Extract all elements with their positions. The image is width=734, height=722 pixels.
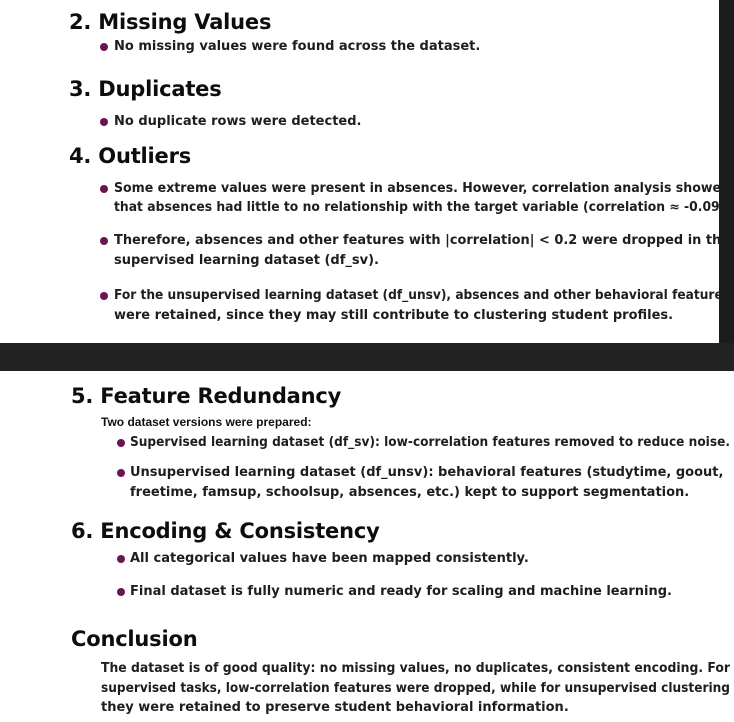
encoding-bullet-1: All categorical values have been mapped consistently. — [130, 551, 529, 566]
outliers-bullet-3-line-2: were retained, since they may still contribute to clustering student profiles. — [114, 308, 674, 323]
bullet-dot — [100, 237, 108, 245]
heading-duplicates: 3. Duplicates — [69, 77, 222, 101]
missing-values-text: No missing values were found across the dataset. — [114, 39, 481, 54]
bullet-dot — [100, 292, 108, 300]
redundancy-note: Two dataset versions were prepared: — [101, 415, 312, 429]
outliers-bullet-1-line-1: Some extreme values were present in absences. However, correlation analysis showed — [114, 181, 730, 196]
bullet-dot — [117, 588, 125, 596]
slide-divider-band — [0, 343, 734, 371]
conclusion-line-1: The dataset is of good quality: no missing values, no duplicates, consistent encoding. For — [101, 661, 730, 676]
duplicates-text: No duplicate rows were detected. — [114, 114, 362, 129]
bullet-dot — [117, 469, 125, 477]
redundancy-bullet-2-line-1: Unsupervised learning dataset (df_unsv): behavioral features (studytime, goout, — [130, 465, 724, 480]
bullet-dot — [117, 555, 125, 563]
outliers-bullet-2-line-1: Therefore, absences and other features with |correlation| < 0.2 were dropped in the — [114, 233, 730, 248]
outliers-bullet-3-line-1: For the unsupervised learning dataset (df_unsv), absences and other behavioral features — [114, 288, 730, 303]
conclusion-line-3: they were retained to preserve student behavioral information. — [101, 700, 569, 715]
bullet-dot — [117, 439, 125, 447]
heading-feature-redundancy: 5. Feature Redundancy — [71, 384, 342, 408]
heading-conclusion: Conclusion — [71, 627, 198, 651]
bullet-dot — [100, 185, 108, 193]
heading-outliers: 4. Outliers — [69, 144, 192, 168]
redundancy-bullet-2-line-2: freetime, famsup, schoolsup, absences, etc.) kept to support segmentation. — [130, 485, 690, 500]
heading-encoding-consistency: 6. Encoding & Consistency — [71, 519, 380, 543]
outliers-bullet-2-line-2: supervised learning dataset (df_sv). — [114, 253, 379, 268]
conclusion-line-2: supervised tasks, low-correlation features were dropped, while for unsupervised clustering — [101, 681, 730, 696]
heading-missing-values: 2. Missing Values — [69, 10, 272, 34]
bullet-dot — [100, 43, 108, 51]
encoding-bullet-2: Final dataset is fully numeric and ready for scaling and machine learning. — [130, 584, 672, 599]
redundancy-bullet-1: Supervised learning dataset (df_sv): low-correlation features removed to reduce noise. — [130, 435, 730, 450]
outliers-bullet-1-line-2: that absences had little to no relationship with the target variable (correlation ≈ -0.09). — [114, 200, 730, 215]
bullet-dot — [100, 118, 108, 126]
